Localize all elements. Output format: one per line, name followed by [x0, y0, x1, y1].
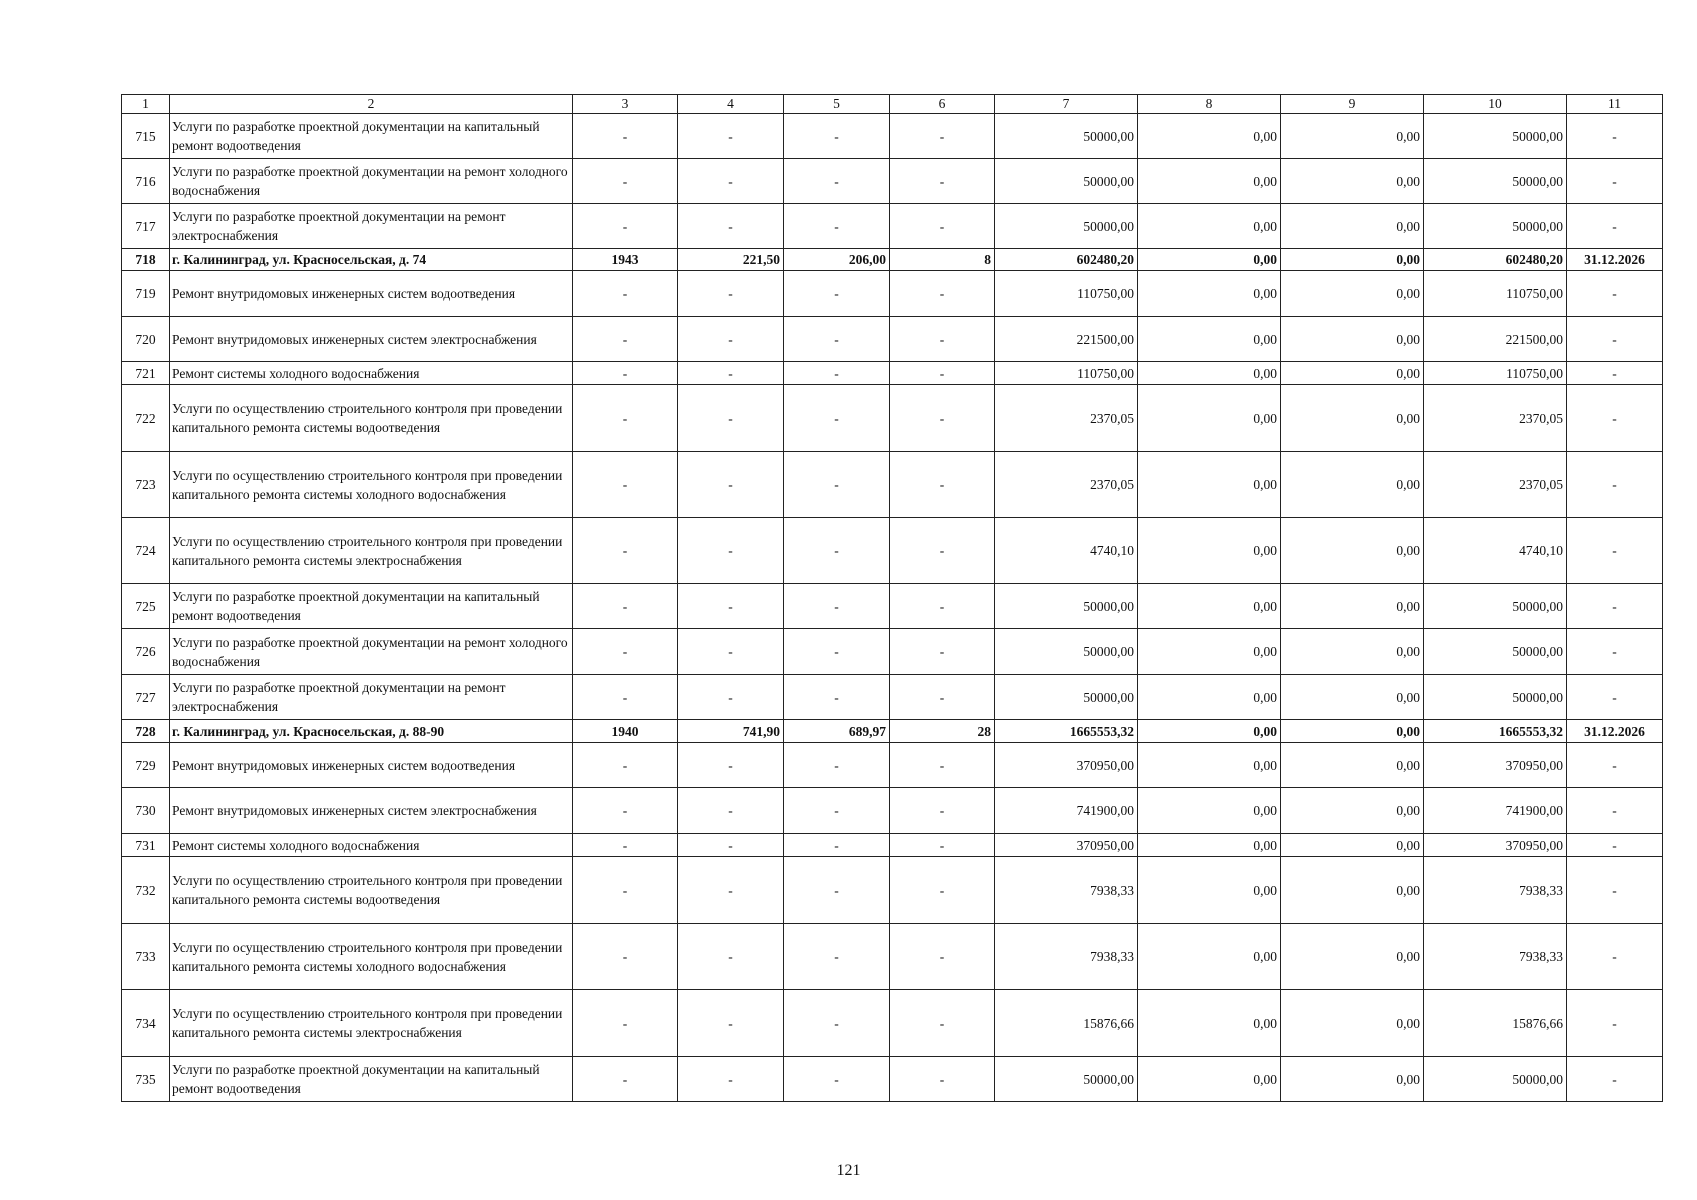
column-header-11: 11	[1567, 95, 1663, 114]
year-built: -	[573, 857, 678, 924]
budget-amount: 0,00	[1281, 1057, 1424, 1102]
work-description: Ремонт системы холодного водоснабжения	[170, 362, 573, 385]
total-cost: 110750,00	[995, 362, 1138, 385]
total-cost: 110750,00	[995, 271, 1138, 317]
table-row	[122, 857, 1663, 924]
budget-amount: 0,00	[1281, 385, 1424, 452]
budget-amount: 0,00	[1281, 584, 1424, 629]
residents: -	[890, 452, 995, 518]
budget-amount: 0,00	[1281, 204, 1424, 249]
budget-amount: 0,00	[1281, 834, 1424, 857]
residents: -	[890, 362, 995, 385]
work-description: Ремонт внутридомовых инженерных систем электроснабжения	[170, 317, 573, 362]
owners-amount: 50000,00	[1424, 629, 1567, 675]
total-area: -	[678, 743, 784, 788]
total-area: -	[678, 385, 784, 452]
living-area: -	[784, 584, 890, 629]
living-area: -	[784, 385, 890, 452]
residents: -	[890, 114, 995, 159]
budget-amount: 0,00	[1281, 857, 1424, 924]
completion-date: -	[1567, 788, 1663, 834]
completion-date: -	[1567, 834, 1663, 857]
living-area: 206,00	[784, 249, 890, 271]
budget-amount: 0,00	[1281, 518, 1424, 584]
living-area: -	[784, 362, 890, 385]
fund-amount: 0,00	[1138, 990, 1281, 1057]
completion-date: -	[1567, 159, 1663, 204]
work-description: г. Калининград, ул. Красносельская, д. 74	[170, 249, 573, 271]
living-area: 689,97	[784, 720, 890, 743]
budget-amount: 0,00	[1281, 362, 1424, 385]
year-built: -	[573, 675, 678, 720]
column-header-6: 6	[890, 95, 995, 114]
row-number: 731	[122, 834, 170, 857]
residents: -	[890, 924, 995, 990]
row-number: 733	[122, 924, 170, 990]
total-cost: 741900,00	[995, 788, 1138, 834]
residents: -	[890, 204, 995, 249]
row-number: 721	[122, 362, 170, 385]
table-row	[122, 675, 1663, 720]
completion-date: -	[1567, 675, 1663, 720]
total-area: -	[678, 114, 784, 159]
total-area: -	[678, 1057, 784, 1102]
year-built: -	[573, 271, 678, 317]
owners-amount: 50000,00	[1424, 584, 1567, 629]
total-cost: 50000,00	[995, 114, 1138, 159]
row-number: 727	[122, 675, 170, 720]
residents: -	[890, 518, 995, 584]
residents: -	[890, 385, 995, 452]
total-area: -	[678, 990, 784, 1057]
column-header-3: 3	[573, 95, 678, 114]
total-area: -	[678, 857, 784, 924]
work-description: Услуги по разработке проектной документации на капитальный ремонт водоотведения	[170, 1057, 573, 1102]
table-row	[122, 452, 1663, 518]
work-description: Услуги по осуществлению строительного контроля при проведении капитального ремонта системы водоотведения	[170, 857, 573, 924]
fund-amount: 0,00	[1138, 788, 1281, 834]
fund-amount: 0,00	[1138, 114, 1281, 159]
fund-amount: 0,00	[1138, 857, 1281, 924]
total-area: -	[678, 788, 784, 834]
year-built: -	[573, 924, 678, 990]
fund-amount: 0,00	[1138, 518, 1281, 584]
fund-amount: 0,00	[1138, 924, 1281, 990]
year-built: -	[573, 584, 678, 629]
table-row	[122, 271, 1663, 317]
total-cost: 50000,00	[995, 584, 1138, 629]
work-description: Услуги по разработке проектной документации на ремонт электроснабжения	[170, 204, 573, 249]
fund-amount: 0,00	[1138, 720, 1281, 743]
work-description: Услуги по разработке проектной документации на ремонт холодного водоснабжения	[170, 629, 573, 675]
residents: -	[890, 629, 995, 675]
table-row	[122, 743, 1663, 788]
row-number: 724	[122, 518, 170, 584]
year-built: -	[573, 518, 678, 584]
total-area: 221,50	[678, 249, 784, 271]
table-row	[122, 204, 1663, 249]
total-cost: 15876,66	[995, 990, 1138, 1057]
year-built: -	[573, 362, 678, 385]
budget-amount: 0,00	[1281, 788, 1424, 834]
total-cost: 370950,00	[995, 834, 1138, 857]
completion-date: -	[1567, 114, 1663, 159]
fund-amount: 0,00	[1138, 834, 1281, 857]
residents: -	[890, 743, 995, 788]
fund-amount: 0,00	[1138, 271, 1281, 317]
budget-amount: 0,00	[1281, 990, 1424, 1057]
total-cost: 221500,00	[995, 317, 1138, 362]
total-area: -	[678, 834, 784, 857]
table-row	[122, 834, 1663, 857]
residents: -	[890, 788, 995, 834]
row-number: 723	[122, 452, 170, 518]
living-area: -	[784, 114, 890, 159]
completion-date: -	[1567, 924, 1663, 990]
work-description: Ремонт системы холодного водоснабжения	[170, 834, 573, 857]
budget-amount: 0,00	[1281, 271, 1424, 317]
budget-amount: 0,00	[1281, 114, 1424, 159]
budget-amount: 0,00	[1281, 317, 1424, 362]
fund-amount: 0,00	[1138, 362, 1281, 385]
table-row	[122, 584, 1663, 629]
residents: 28	[890, 720, 995, 743]
year-built: -	[573, 990, 678, 1057]
budget-amount: 0,00	[1281, 452, 1424, 518]
table-row	[122, 317, 1663, 362]
living-area: -	[784, 271, 890, 317]
fund-amount: 0,00	[1138, 584, 1281, 629]
residents: -	[890, 990, 995, 1057]
year-built: -	[573, 317, 678, 362]
work-description: Ремонт внутридомовых инженерных систем водоотведения	[170, 271, 573, 317]
owners-amount: 1665553,32	[1424, 720, 1567, 743]
row-number: 730	[122, 788, 170, 834]
owners-amount: 50000,00	[1424, 675, 1567, 720]
living-area: -	[784, 1057, 890, 1102]
completion-date: -	[1567, 362, 1663, 385]
total-cost: 2370,05	[995, 385, 1138, 452]
owners-amount: 221500,00	[1424, 317, 1567, 362]
work-description: Услуги по разработке проектной документации на капитальный ремонт водоотведения	[170, 584, 573, 629]
completion-date: -	[1567, 452, 1663, 518]
living-area: -	[784, 204, 890, 249]
total-area: -	[678, 271, 784, 317]
owners-amount: 741900,00	[1424, 788, 1567, 834]
year-built: -	[573, 385, 678, 452]
work-description: Услуги по осуществлению строительного контроля при проведении капитального ремонта системы холодного водоснабжения	[170, 452, 573, 518]
owners-amount: 50000,00	[1424, 159, 1567, 204]
residents: -	[890, 317, 995, 362]
total-cost: 50000,00	[995, 159, 1138, 204]
living-area: -	[784, 675, 890, 720]
budget-amount: 0,00	[1281, 924, 1424, 990]
table-row	[122, 1057, 1663, 1102]
table-row	[122, 990, 1663, 1057]
row-number: 718	[122, 249, 170, 271]
completion-date: -	[1567, 743, 1663, 788]
row-number: 717	[122, 204, 170, 249]
row-number: 734	[122, 990, 170, 1057]
living-area: -	[784, 629, 890, 675]
year-built: -	[573, 159, 678, 204]
year-built: -	[573, 788, 678, 834]
work-description: Услуги по осуществлению строительного контроля при проведении капитального ремонта системы холодного водоснабжения	[170, 924, 573, 990]
column-header-5: 5	[784, 95, 890, 114]
address-row	[122, 720, 1663, 743]
fund-amount: 0,00	[1138, 204, 1281, 249]
completion-date: -	[1567, 317, 1663, 362]
owners-amount: 110750,00	[1424, 271, 1567, 317]
total-cost: 50000,00	[995, 675, 1138, 720]
owners-amount: 2370,05	[1424, 385, 1567, 452]
table-row	[122, 385, 1663, 452]
work-description: Услуги по осуществлению строительного контроля при проведении капитального ремонта системы электроснабжения	[170, 518, 573, 584]
total-area: -	[678, 452, 784, 518]
residents: -	[890, 584, 995, 629]
fund-amount: 0,00	[1138, 629, 1281, 675]
completion-date: 31.12.2026	[1567, 249, 1663, 271]
completion-date: -	[1567, 518, 1663, 584]
budget-amount: 0,00	[1281, 743, 1424, 788]
total-cost: 370950,00	[995, 743, 1138, 788]
total-cost: 7938,33	[995, 857, 1138, 924]
fund-amount: 0,00	[1138, 1057, 1281, 1102]
column-header-10: 10	[1424, 95, 1567, 114]
column-number-header-row	[122, 95, 1663, 114]
total-area: -	[678, 518, 784, 584]
total-area: -	[678, 204, 784, 249]
work-description: Ремонт внутридомовых инженерных систем водоотведения	[170, 743, 573, 788]
column-header-7: 7	[995, 95, 1138, 114]
total-cost: 7938,33	[995, 924, 1138, 990]
row-number: 728	[122, 720, 170, 743]
completion-date: 31.12.2026	[1567, 720, 1663, 743]
year-built: -	[573, 452, 678, 518]
living-area: -	[784, 452, 890, 518]
completion-date: -	[1567, 204, 1663, 249]
row-number: 726	[122, 629, 170, 675]
fund-amount: 0,00	[1138, 675, 1281, 720]
row-number: 716	[122, 159, 170, 204]
owners-amount: 7938,33	[1424, 857, 1567, 924]
living-area: -	[784, 159, 890, 204]
row-number: 735	[122, 1057, 170, 1102]
work-description: Услуги по разработке проектной документации на ремонт холодного водоснабжения	[170, 159, 573, 204]
owners-amount: 15876,66	[1424, 990, 1567, 1057]
total-area: -	[678, 317, 784, 362]
total-cost: 50000,00	[995, 1057, 1138, 1102]
total-cost: 4740,10	[995, 518, 1138, 584]
owners-amount: 50000,00	[1424, 204, 1567, 249]
row-number: 725	[122, 584, 170, 629]
owners-amount: 110750,00	[1424, 362, 1567, 385]
work-description: Услуги по осуществлению строительного контроля при проведении капитального ремонта системы водоотведения	[170, 385, 573, 452]
total-area: -	[678, 924, 784, 990]
table-row	[122, 788, 1663, 834]
row-number: 720	[122, 317, 170, 362]
year-built: 1943	[573, 249, 678, 271]
table-row	[122, 629, 1663, 675]
living-area: -	[784, 518, 890, 584]
fund-amount: 0,00	[1138, 452, 1281, 518]
budget-amount: 0,00	[1281, 159, 1424, 204]
total-cost: 50000,00	[995, 204, 1138, 249]
residents: -	[890, 675, 995, 720]
living-area: -	[784, 924, 890, 990]
owners-amount: 50000,00	[1424, 114, 1567, 159]
year-built: 1940	[573, 720, 678, 743]
fund-amount: 0,00	[1138, 385, 1281, 452]
row-number: 715	[122, 114, 170, 159]
residents: -	[890, 271, 995, 317]
completion-date: -	[1567, 990, 1663, 1057]
total-area: -	[678, 362, 784, 385]
total-cost: 602480,20	[995, 249, 1138, 271]
total-area: -	[678, 675, 784, 720]
table-row	[122, 159, 1663, 204]
budget-amount: 0,00	[1281, 675, 1424, 720]
residents: -	[890, 857, 995, 924]
living-area: -	[784, 788, 890, 834]
total-area: -	[678, 159, 784, 204]
completion-date: -	[1567, 1057, 1663, 1102]
completion-date: -	[1567, 271, 1663, 317]
row-number: 719	[122, 271, 170, 317]
budget-amount: 0,00	[1281, 720, 1424, 743]
fund-amount: 0,00	[1138, 317, 1281, 362]
completion-date: -	[1567, 629, 1663, 675]
year-built: -	[573, 743, 678, 788]
table-row	[122, 114, 1663, 159]
completion-date: -	[1567, 584, 1663, 629]
work-description: Ремонт внутридомовых инженерных систем электроснабжения	[170, 788, 573, 834]
year-built: -	[573, 1057, 678, 1102]
owners-amount: 4740,10	[1424, 518, 1567, 584]
living-area: -	[784, 834, 890, 857]
table-row	[122, 362, 1663, 385]
residents: -	[890, 1057, 995, 1102]
table-row	[122, 518, 1663, 584]
owners-amount: 7938,33	[1424, 924, 1567, 990]
total-cost: 1665553,32	[995, 720, 1138, 743]
year-built: -	[573, 834, 678, 857]
owners-amount: 370950,00	[1424, 834, 1567, 857]
living-area: -	[784, 743, 890, 788]
owners-amount: 370950,00	[1424, 743, 1567, 788]
work-description: Услуги по разработке проектной документации на ремонт электроснабжения	[170, 675, 573, 720]
residents: -	[890, 834, 995, 857]
fund-amount: 0,00	[1138, 743, 1281, 788]
owners-amount: 602480,20	[1424, 249, 1567, 271]
column-header-1: 1	[122, 95, 170, 114]
owners-amount: 50000,00	[1424, 1057, 1567, 1102]
capital-repair-table	[121, 94, 1663, 1102]
total-area: -	[678, 629, 784, 675]
completion-date: -	[1567, 857, 1663, 924]
total-area: -	[678, 584, 784, 629]
table-row	[122, 924, 1663, 990]
fund-amount: 0,00	[1138, 159, 1281, 204]
total-cost: 50000,00	[995, 629, 1138, 675]
column-header-8: 8	[1138, 95, 1281, 114]
total-area: 741,90	[678, 720, 784, 743]
residents: 8	[890, 249, 995, 271]
work-description: Услуги по разработке проектной документации на капитальный ремонт водоотведения	[170, 114, 573, 159]
year-built: -	[573, 629, 678, 675]
living-area: -	[784, 990, 890, 1057]
row-number: 732	[122, 857, 170, 924]
fund-amount: 0,00	[1138, 249, 1281, 271]
living-area: -	[784, 317, 890, 362]
total-cost: 2370,05	[995, 452, 1138, 518]
completion-date: -	[1567, 385, 1663, 452]
year-built: -	[573, 204, 678, 249]
row-number: 722	[122, 385, 170, 452]
budget-amount: 0,00	[1281, 249, 1424, 271]
column-header-9: 9	[1281, 95, 1424, 114]
owners-amount: 2370,05	[1424, 452, 1567, 518]
page-number: 121	[836, 1162, 861, 1179]
year-built: -	[573, 114, 678, 159]
residents: -	[890, 159, 995, 204]
column-header-4: 4	[678, 95, 784, 114]
column-header-2: 2	[170, 95, 573, 114]
budget-amount: 0,00	[1281, 629, 1424, 675]
row-number: 729	[122, 743, 170, 788]
living-area: -	[784, 857, 890, 924]
work-description: г. Калининград, ул. Красносельская, д. 88-90	[170, 720, 573, 743]
address-row	[122, 249, 1663, 271]
work-description: Услуги по осуществлению строительного контроля при проведении капитального ремонта системы электроснабжения	[170, 990, 573, 1057]
